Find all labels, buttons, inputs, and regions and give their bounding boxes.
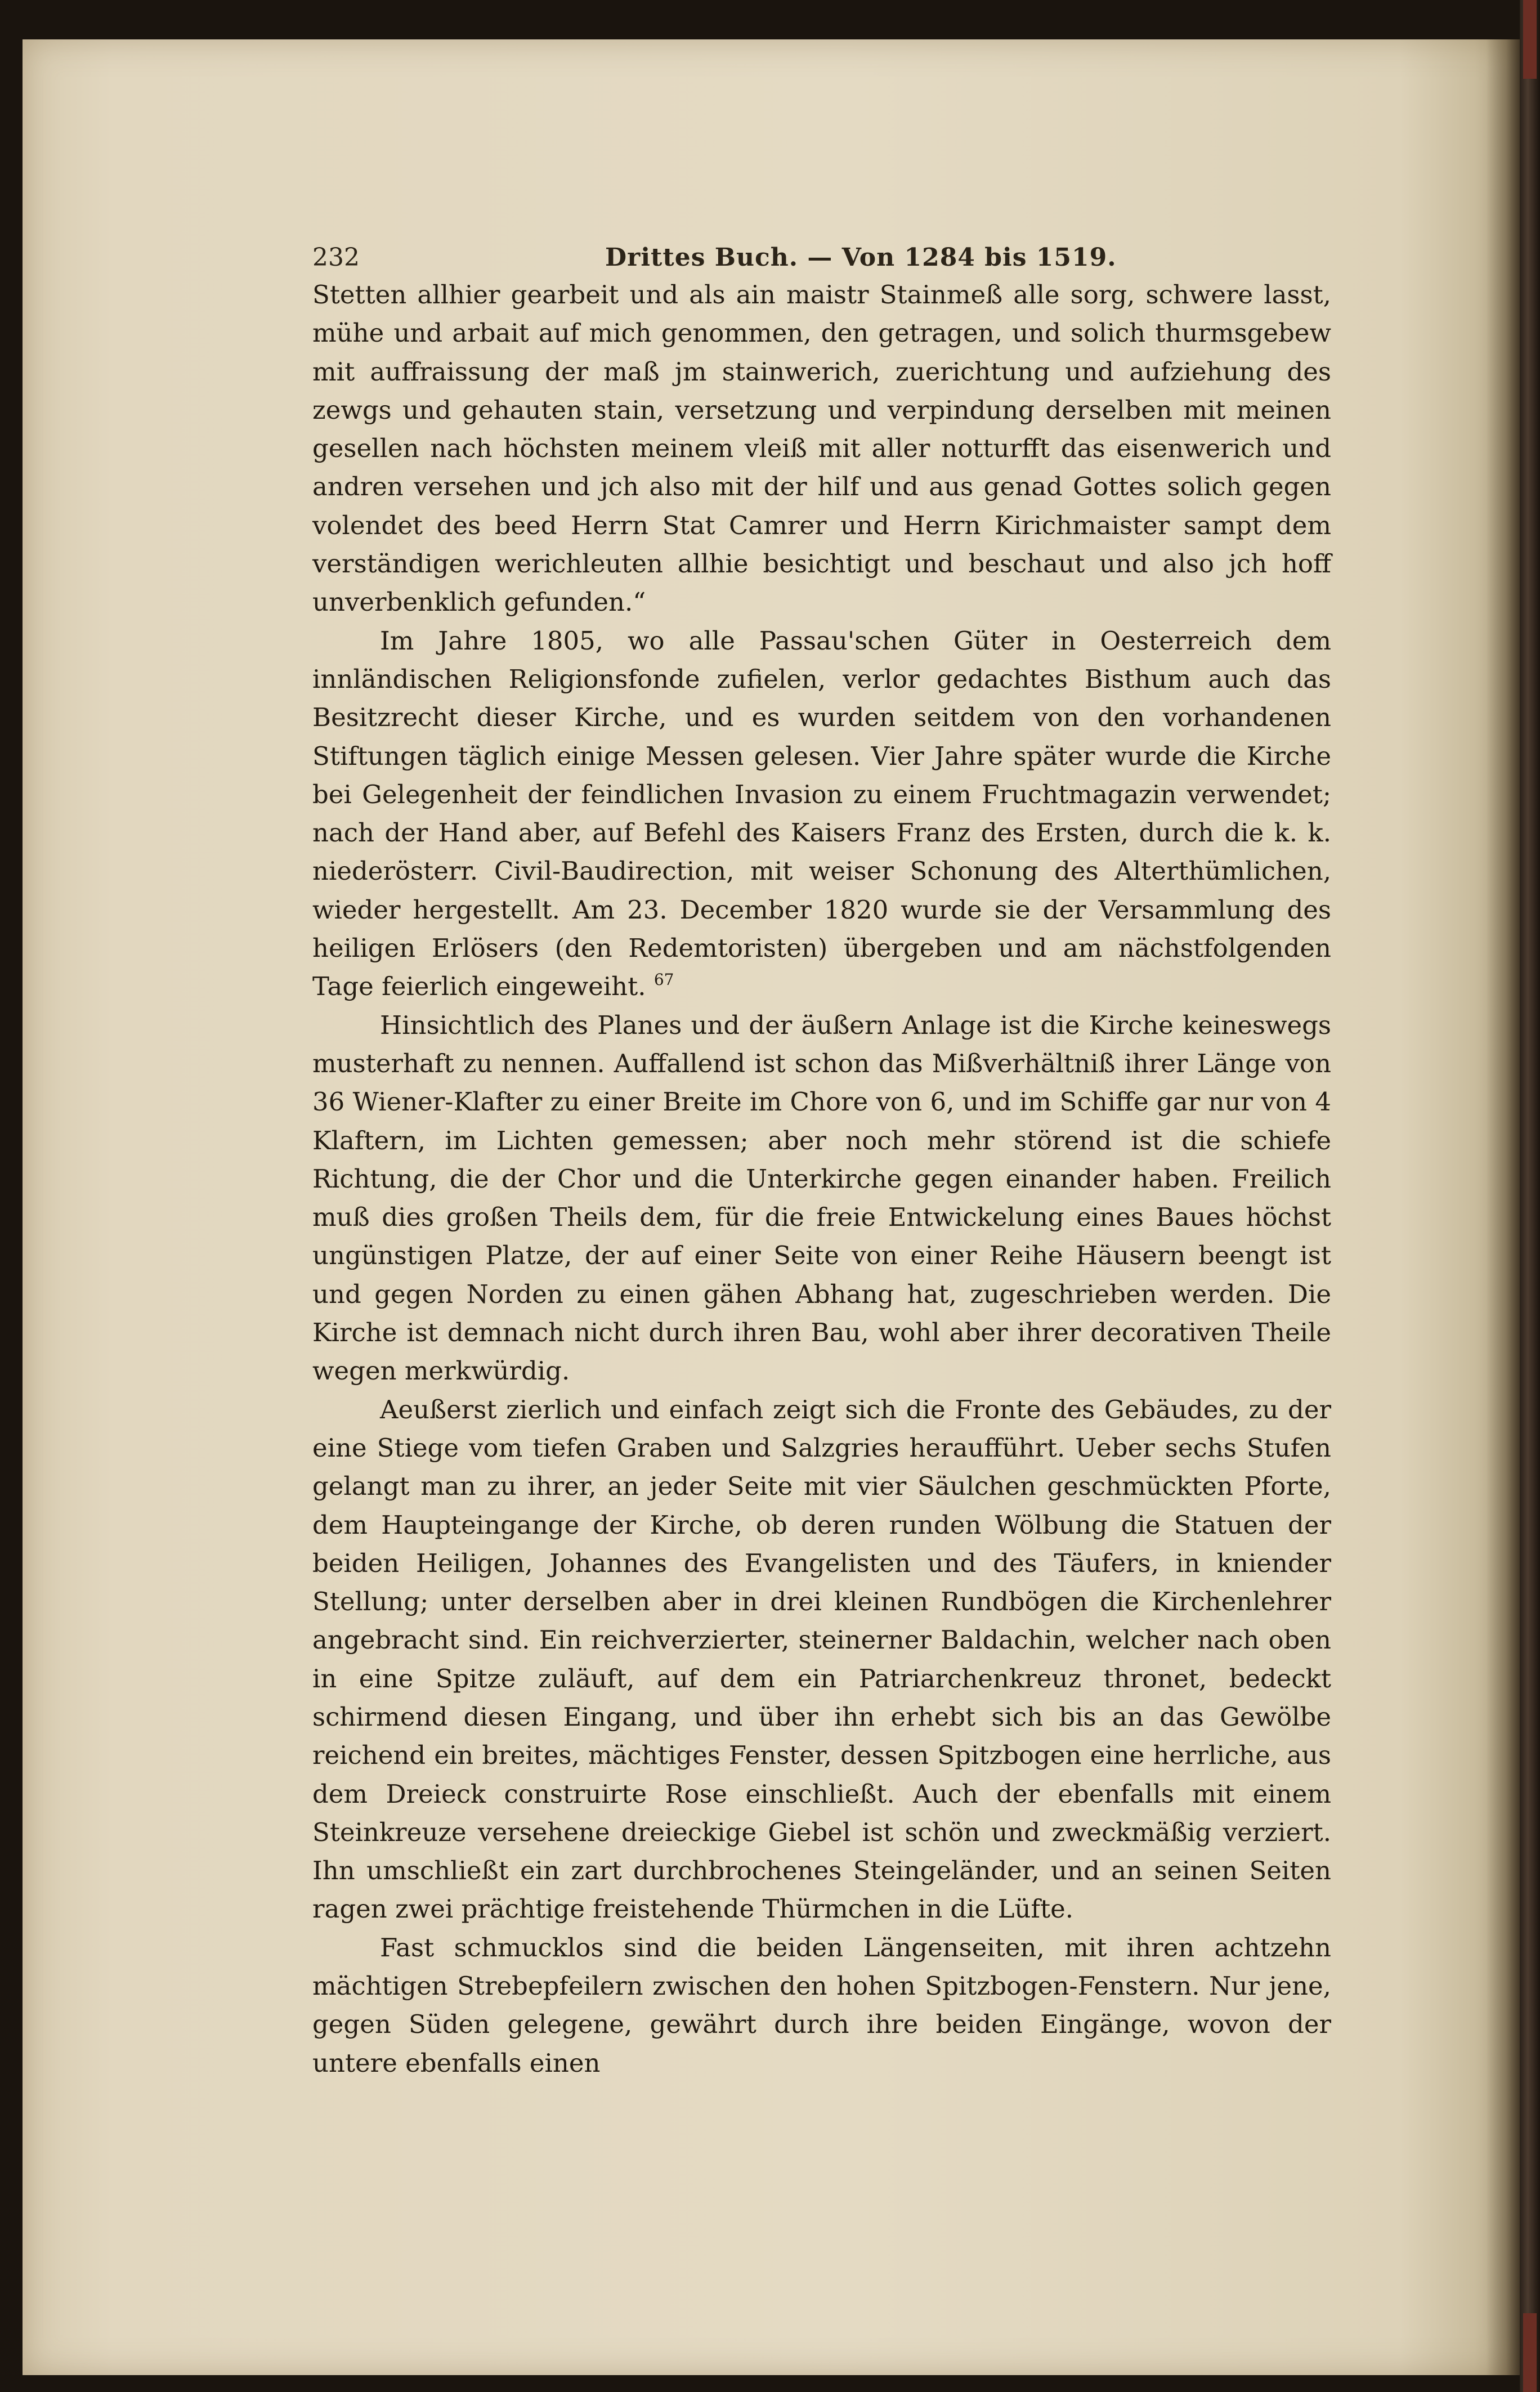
paragraph-history-text: Im Jahre 1805, wo alle Passau'schen Güter in Oesterreich dem innländischen Religionsfonde zufielen, verlor gedachtes Bisthum auch das Besitzrecht dieser Kirche, und es wurden seitdem von den vorhandenen Stiftungen täglich einige Messen gelesen. Vier Jahre später wurde die Kirche bei Gelegenheit der feindlichen Invasion zu einem Fruchtmagazin verwendet; nach der Hand aber, auf Befehl des Kaisers Franz des Ersten, durch die k. k. niederösterr. Civil-Baudirection, mit weiser Schonung des Alterthümlichen, wieder hergestellt. Am 23. December 1820 wurde sie der Versammlung des heiligen Erlösers (den Redemtoristen) übergeben und am nächstfolgenden Tage feierlich eingeweiht. (312, 625, 1331, 1002)
running-head (312, 236, 1337, 281)
paragraph-plan: Hinsichtlich des Planes und der äußern Anlage ist die Kirche keineswegs musterhaft zu nennen. Auffallend ist schon das Mißverhältniß ihrer Länge von 36 Wiener-Klafter zu einer Breite im Chore von 6, und im Schiffe gar nur von 4 Klaftern, im Lichten gemessen; aber noch mehr störend ist die schiefe Richtung, die der Chor und die Unterkirche gegen einander haben. Freilich muß dies großen Theils dem, für die freie Entwickelung eines Baues höchst ungünstigen Platze, der auf einer Seite von einer Reihe Häusern beengt ist und gegen Norden zu einen gähen Abhang hat, zugeschrieben werden. Die Kirche ist demnach nicht durch ihren Bau, wohl aber ihrer decorativen Theile wegen merkwürdig. (312, 1010, 1331, 1386)
paragraph-side-walls: Fast schmucklos sind die beiden Längenseiten, mit ihren achtzehn mächtigen Strebepfeilern zwischen den hohen Spitzbogen-Fenstern. Nur jene, gegen Süden gelegene, gewährt durch ihre beiden Eingänge, wovon der untere ebenfalls einen (312, 1932, 1331, 2078)
page-number: 232 (312, 243, 360, 272)
binding-mark-bottom (1523, 2313, 1537, 2392)
body-text (312, 276, 1331, 2082)
paragraph-history (312, 622, 1331, 1006)
book-edge (1520, 0, 1540, 2392)
page-gutter-shadow (1486, 39, 1520, 2375)
running-head-title: Drittes Buch. — Von 1284 bis 1519. (605, 243, 1117, 272)
paragraph-quote-continuation: Stetten allhier gearbeit und als ain maistr Stainmeß alle sorg, schwere lasst, mühe und arbait auf mich genommen, den getragen, und solich thurmsgebew mit auffraissung der maß jm stainwerich, zuerichtung und aufziehung des zewgs und gehauten stain, versetzung und verpindung derselben mit meinen gesellen nach höchsten meinem vleiß mit aller notturfft das eisenwerich und andren versehen und jch also mit der hilf und aus genad Gottes solich gegen volendet des beed Herrn Stat Camrer und Herrn Kirichmaister sampt dem verständigen werichleuten allhie besichtigt und beschaut und also jch hoff unverbenklich gefunden.“ (312, 280, 1331, 617)
paragraph-facade: Aeußerst zierlich und einfach zeigt sich die Fronte des Gebäudes, zu der eine Stiege vom tiefen Graben und Salzgries heraufführt. Ueber sechs Stufen gelangt man zu ihrer, an jeder Seite mit vier Säulchen geschmückten Pforte, dem Haupteingange der Kirche, ob deren runden Wölbung die Statuen der beiden Heiligen, Johannes des Evangelisten und des Täufers, in kniender Stellung; unter derselben aber in drei kleinen Rundbögen die Kirchenlehrer angebracht sind. Ein reichverzierter, steinerner Baldachin, welcher nach oben in eine Spitze zuläuft, auf dem ein Patriarchenkreuz thronet, bedeckt schirmend diesen Eingang, und über ihn erhebt sich bis an das Gewölbe reichend ein breites, mächtiges Fenster, dessen Spitzbogen eine herrliche, aus dem Dreieck construirte Rose einschließt. Auch der ebenfalls mit einem Steinkreuze versehene dreieckige Giebel ist schön und zweckmäßig verziert. Ihn umschließt ein zart durchbrochenes Steingeländer, und an seinen Seiten ragen zwei prächtige freistehende Thürmchen in die Lüfte. (312, 1394, 1331, 1924)
footnote-reference: 67 (653, 970, 674, 989)
binding-mark-top (1523, 0, 1537, 79)
